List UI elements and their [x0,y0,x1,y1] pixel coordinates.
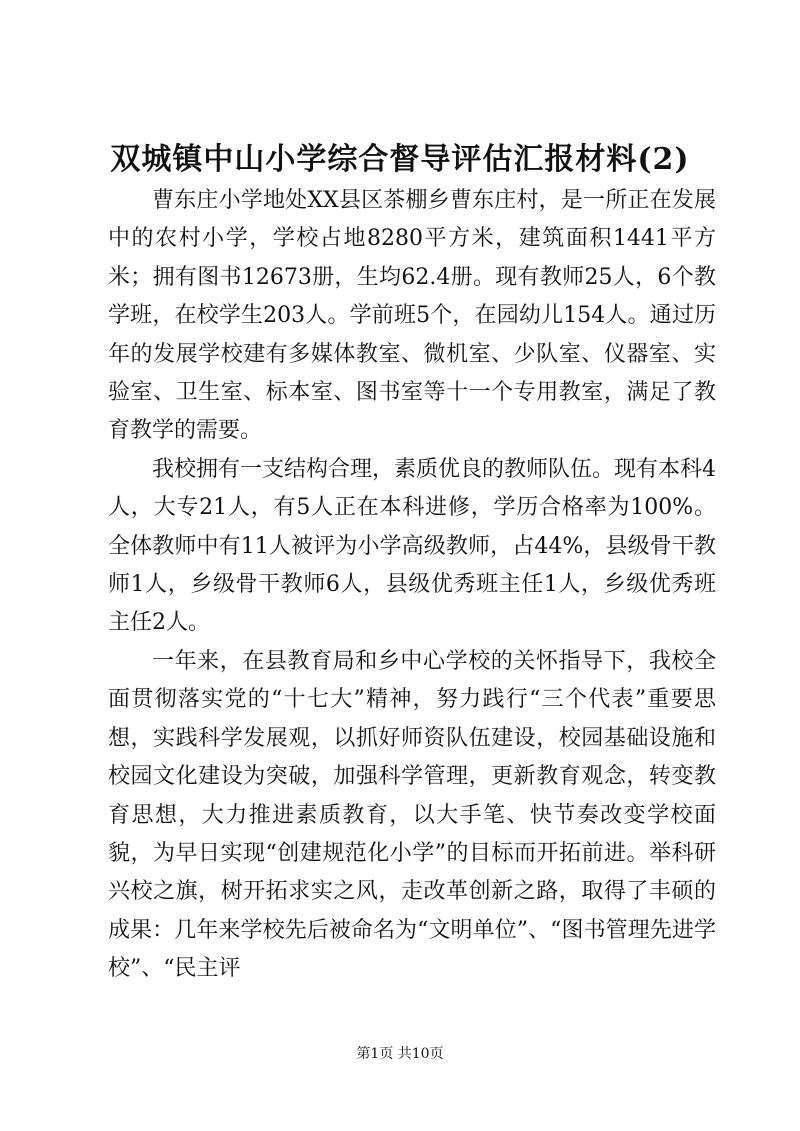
paragraph-teaching-staff: 我校拥有一支结构合理，素质优良的教师队伍。现有本科4人，大专21人，有5人正在本科进修，学历合格率为100%。全体教师中有11人被评为小学高级教师，占44%，县级骨干教师1人，乡级骨干教师6人，县级优秀班主任1人，乡级优秀班主任2人。 [108,456,716,636]
paragraph-school-overview: 曹东庄小学地处XX县区茶棚乡曹东庄村，是一所正在发展中的农村小学，学校占地8280平方米，建筑面积1441平方米；拥有图书12673册，生均62.4册。现有教师25人，6个教学班，在校学生203人。学前班5个，在园幼儿154人。通过历年的发展学校建有多媒体教室、微机室、少队室、仪器室、实验室、卫生室、标本室、图书室等十一个专用教室，满足了教育教学的需要。 [108,188,716,444]
document-title: 双城镇中山小学综合督导评估汇报材料(2) [110,142,690,177]
paragraph-achievements: 一年来，在县教育局和乡中心学校的关怀指导下，我校全面贯彻落实党的“十七大”精神，努力践行“三个代表”重要思想，实践科学发展观，以抓好师资队伍建设，校园基础设施和校园文化建设为突破，加强科学管理，更新教育观念，转变教育思想，大力推进素质教育，以大手笔、快节奏改变学校面貌，为早日实现“创建规范化小学”的目标而开拓前进。举科研兴校之旗，树开拓求实之风，走改革创新之路，取得了丰硕的成果：几年来学校先后被命名为“文明单位”、“图书管理先进学校”、“民主评 [108,648,716,982]
page-footer: 第1页 共10页 [356,1046,444,1062]
document-body [108,182,716,989]
